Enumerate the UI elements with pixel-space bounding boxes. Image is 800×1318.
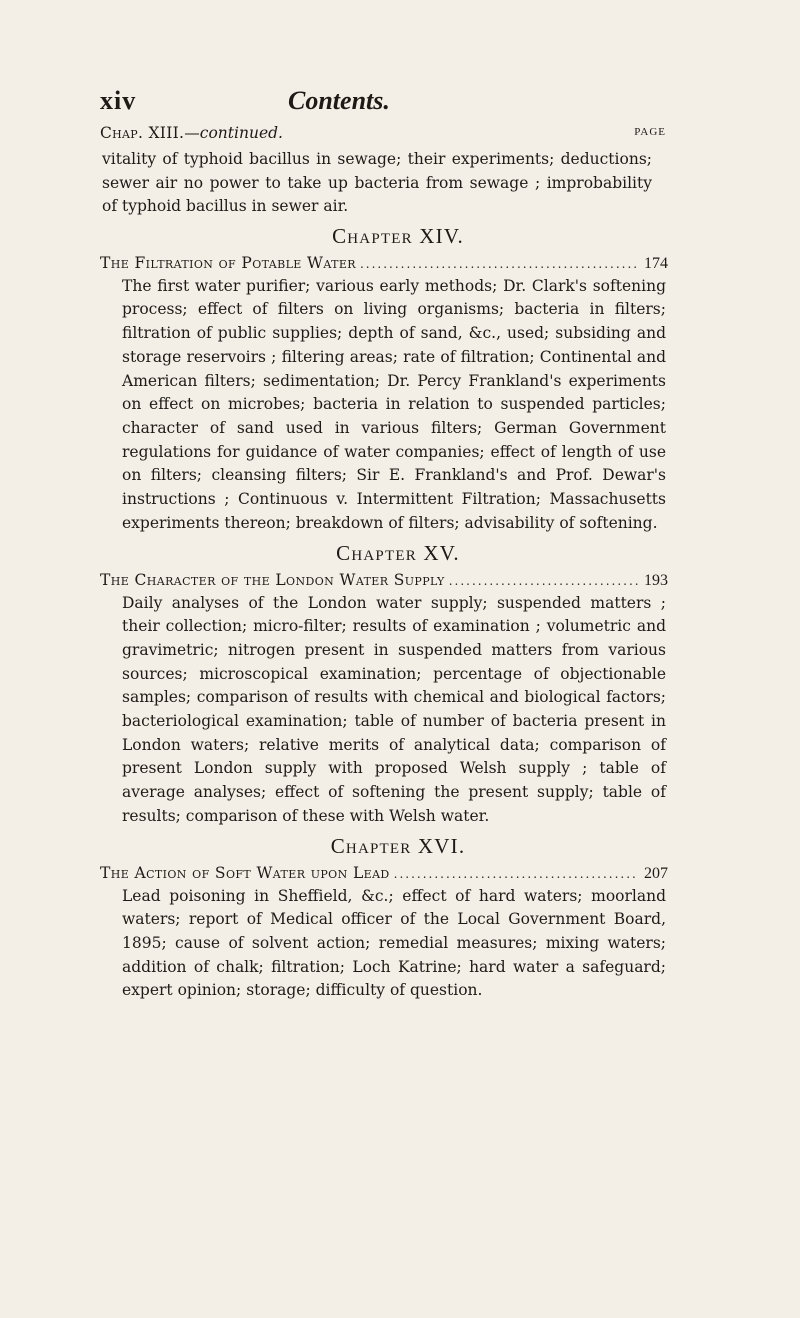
running-title: Contents. [288, 86, 390, 115]
chapter-entry [100, 861, 668, 885]
chapter-title: The Character of the London Water Supply [100, 570, 445, 589]
page-number: xiv [100, 86, 137, 115]
chapter-heading: Chapter XIV. [332, 223, 464, 248]
chapter-description: Lead poisoning in Sheffield, &c.; effect of hard waters; moorland waters; report of Medical officer of the Local Government Board, 1895; cause of solvent action; remedial measures; mixing waters; addition of chalk; filtration; Loch Katrine; hard water a safeguard; expert opinion; storage; difficulty of question. [122, 886, 666, 1000]
chapter-section-xvi [98, 831, 668, 1004]
chapter-heading: Chapter XV. [336, 540, 460, 565]
page-column-label: PAGE [634, 126, 666, 138]
chapter-page-number: 193 [644, 571, 668, 589]
chapter-title: The Filtration of Potable Water [100, 253, 356, 272]
chapter-section-xiv [98, 221, 668, 536]
dot-leader [449, 569, 638, 593]
chapter-page-number: 174 [644, 254, 668, 272]
chapter-entry [100, 251, 668, 275]
chapter-entry [100, 568, 668, 592]
chapter-heading: Chapter XVI. [330, 833, 466, 858]
dot-leader [394, 862, 638, 886]
continued-chapter-line [100, 124, 666, 148]
running-head [98, 86, 658, 124]
chapter-page-number: 207 [644, 864, 668, 882]
chapter-section-xv [98, 538, 668, 829]
chapter-description: The first water purifier; various early methods; Dr. Clark's softening process; effect of filters on living organisms; bacteria in filters; filtration of public supplies; depth of sand, &c., used; subsiding and storage reservoirs ; filtering areas; rate of filtration; Continental and American filters; sedimentation; Dr. Percy Frankland's experiments on effect on microbes; bacteria in relation to suspended particles; character of sand used in various filters; German Government regulations for guidance of water companies; effect of length of use on filters; cleansing filters; Sir E. Frankland's and Prof. Dewar's instructions ; Continuous v. Intermittent Filtration; Massachusetts experiments thereon; breakdown of filters; advisability of softening. [122, 276, 666, 532]
chapter-description: Daily analyses of the London water supply; suspended matters ; their collection; micro-filter; results of examination ; volumetric and gravimetric; nitrogen present in suspended matters from various sources; microscopical examination; percentage of objectionable samples; comparison of results with chemical and biological factors; bacteriological examination; table of number of bacteria present in London waters; relative merits of analytical data; comparison of present London supply with proposed Welsh supply ; table of average analyses; effect of softening the present supply; table of results; comparison of these with Welsh water. [122, 593, 666, 825]
continued-chapter-summary: vitality of typhoid bacillus in sewage; their experiments; deductions; sewer air no power to take up bacteria from sewage ; improbability of typhoid bacillus in sewer air. [102, 150, 652, 216]
contents-page [98, 86, 668, 1003]
continued-marker: —continued. [184, 124, 283, 142]
dot-leader [360, 252, 638, 276]
continued-chapter-label: Chap. XIII. [100, 124, 185, 142]
chapter-title: The Action of Soft Water upon Lead [100, 863, 390, 882]
